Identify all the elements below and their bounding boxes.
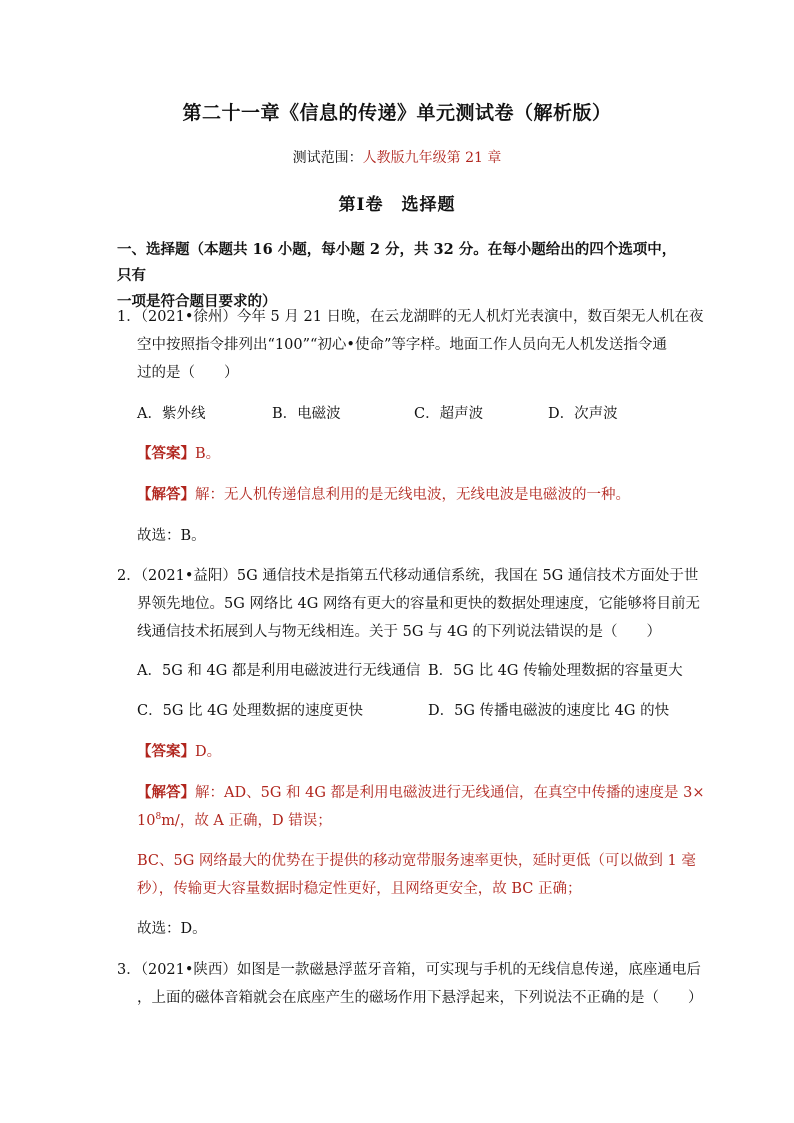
q1-line-1: 1．（2021•徐州）今年 5 月 21 日晚，在云龙湖畔的无人机灯光表演中，数百架无人机在夜: [117, 309, 704, 325]
q1-analysis: [137, 483, 630, 504]
scope-value: 人教版九年级第 21 章: [362, 150, 502, 166]
q3-line-1: 3．（2021•陕西）如图是一款磁悬浮蓝牙音箱，可实现与手机的无线信息传递，底座通电后: [117, 962, 701, 978]
analysis-text: 解：AD、5G 和 4G 都是利用电磁波进行无线通信，在真空中传播的速度是 3×: [195, 785, 705, 801]
q2-line-1: 2．（2021•益阳）5G 通信技术是指第五代移动通信系统，我国在 5G 通信技术方面处于世: [117, 568, 699, 584]
q1-option-a: A．紫外线: [137, 406, 206, 422]
q3-line-2: ，上面的磁体音箱就会在底座产生的磁场作用下悬浮起来，下列说法不正确的是（ ）: [137, 990, 703, 1006]
q2-analysis-4: 秒），传输更大容量数据时稳定性更好，且网络更安全，故 BC 正确；: [137, 881, 582, 897]
analysis-text: 10: [137, 813, 156, 829]
q1-line-2: 空中按照指令排列出“100”“初心•使命”等字样。地面工作人员向无人机发送指令通: [137, 337, 667, 353]
test-scope: [0, 147, 794, 167]
q2-line-2: 界领先地位。5G 网络比 4G 网络有更大的容量和更快的数据处理速度，它能够将目前无: [137, 596, 700, 612]
q2-analysis-3: BC、5G 网络最大的优势在于提供的移动宽带服务速率更快，延时更低（可以做到 1 毫: [137, 853, 696, 869]
exponent: 8: [155, 812, 162, 823]
q2-option-a: A．5G 和 4G 都是利用电磁波进行无线通信: [137, 663, 421, 679]
instructions-line: 一、选择题（本题共 16 小题，每小题 2 分，共 32 分。在每小题给出的四个选项中，只有: [117, 241, 677, 284]
q2-analysis-2: [137, 809, 332, 830]
answer-label: 【答案】: [137, 743, 195, 760]
analysis-text: m/，故 A 正确，D 错误；: [161, 813, 332, 829]
q2-answer: [137, 740, 221, 761]
answer-value: B。: [195, 446, 221, 462]
q2-choice: 故选：D。: [137, 921, 207, 937]
q2-option-d: D．5G 传播电磁波的速度比 4G 的快: [428, 703, 670, 719]
instructions-line: 一项是符合题目要求的）: [117, 293, 277, 310]
q1-option-d: D．次声波: [548, 406, 618, 422]
scope-label: 测试范围：: [292, 150, 363, 166]
q1-option-b: B．电磁波: [272, 406, 341, 422]
section-heading: 第Ⅰ卷 选择题: [338, 195, 456, 215]
q2-option-b: B．5G 比 4G 传输处理数据的容量更大: [428, 663, 683, 679]
answer-value: D。: [195, 744, 222, 760]
q2-option-c: C．5G 比 4G 处理数据的速度更快: [137, 703, 364, 719]
q1-answer: [137, 442, 220, 463]
q1-option-c: C．超声波: [414, 406, 484, 422]
document-title: 第二十一章《信息的传递》单元测试卷（解析版）: [182, 102, 612, 124]
q1-choice: 故选：B。: [137, 528, 206, 544]
q2-line-3: 线通信技术拓展到人与物无线相连。关于 5G 与 4G 的下列说法错误的是（ ）: [137, 624, 662, 640]
q1-line-3: 过的是（ ）: [137, 365, 239, 381]
instructions: [117, 237, 687, 315]
analysis-label: 【解答】: [137, 784, 195, 801]
analysis-label: 【解答】: [137, 486, 195, 503]
analysis-text: 解：无人机传递信息利用的是无线电波，无线电波是电磁波的一种。: [195, 487, 630, 503]
answer-label: 【答案】: [137, 445, 195, 462]
q2-analysis-1: [137, 781, 705, 802]
